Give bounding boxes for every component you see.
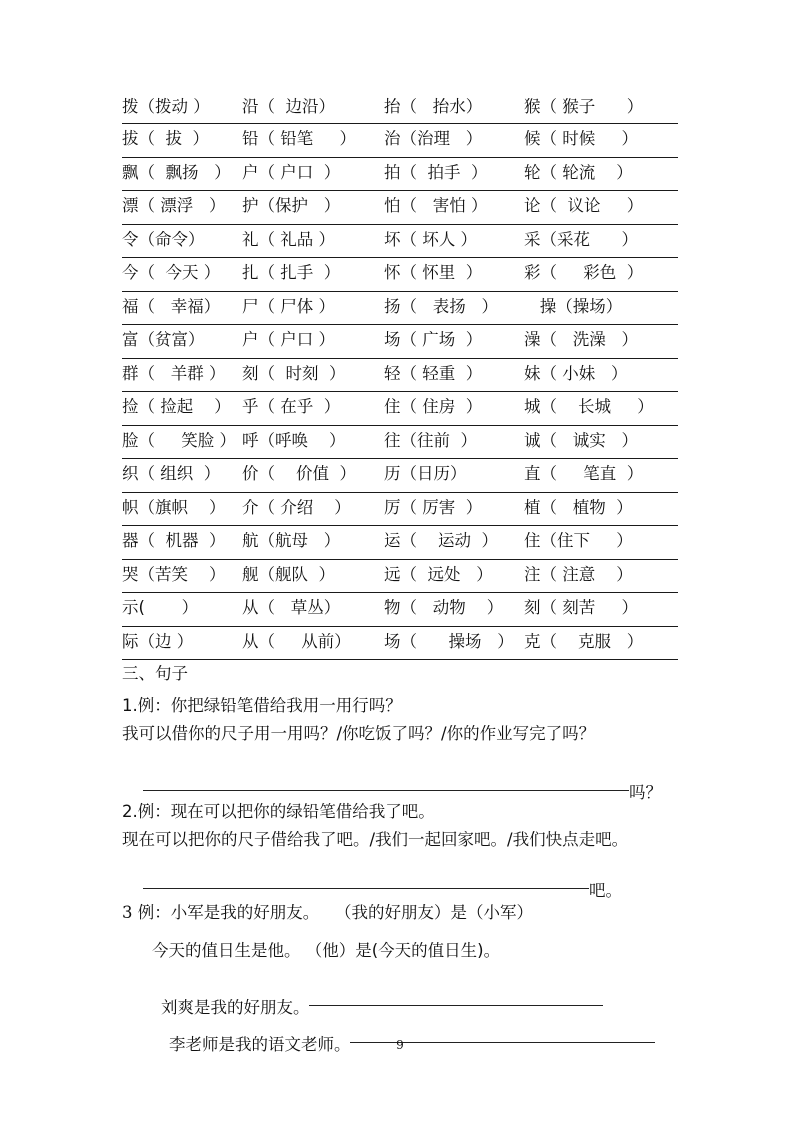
word-row <box>122 92 678 124</box>
word-cell: 诚（ 诚实 ） <box>524 430 638 450</box>
q3-item-1-text: 刘爽是我的好朋友。 <box>160 998 310 1017</box>
q3-sample: 今天的值日生是他。 （他）是(今天的值日生)。 <box>152 941 501 960</box>
word-cell: 航（航母 ） <box>242 531 341 550</box>
word-row <box>122 459 678 493</box>
word-cell: 漂（ 漂浮 ） <box>122 196 226 215</box>
word-cell: 坏（ 坏人 ） <box>384 229 477 249</box>
word-row <box>122 627 678 661</box>
word-cell: 刻（ 时刻 ） <box>242 363 346 383</box>
word-cell: 住（ 住房 ） <box>384 397 483 416</box>
word-cell: 彩（ 彩色 ） <box>524 263 644 282</box>
word-cell: 物（ 动物 ） <box>384 598 504 617</box>
word-row <box>122 325 678 359</box>
word-row <box>122 191 678 225</box>
word-cell: 场（ 广场 ） <box>384 330 483 349</box>
word-cell: 克（ 克服 ） <box>524 631 644 651</box>
word-row <box>122 426 678 460</box>
q2-blank[interactable] <box>143 888 589 889</box>
word-row <box>122 225 678 259</box>
word-cell: 令（命令） <box>122 229 205 249</box>
word-cell: 采（采花 ） <box>524 229 638 249</box>
word-cell: 沿（ 边沿） <box>242 97 335 116</box>
word-cell: 拨（拨动 ） <box>122 97 210 116</box>
word-cell: 拍（ 拍手 ） <box>384 162 488 182</box>
word-cell: 脸（ 笑脸 ） <box>122 430 236 450</box>
word-cell: 怕（ 害怕 ） <box>384 196 488 215</box>
word-row <box>122 158 678 192</box>
word-row <box>122 258 678 292</box>
word-cell: 户（ 户口 ） <box>242 330 335 349</box>
q2-suffix: 吧。 <box>588 881 622 900</box>
word-row <box>122 560 678 594</box>
word-cell: 舰（舰队 ） <box>242 564 335 584</box>
word-cell: 示( ） <box>122 598 199 617</box>
word-cell: 帜（旗帜 ） <box>122 497 226 517</box>
word-cell: 捡（ 捡起 ） <box>122 397 231 416</box>
q1-example: 1.例：你把绿铅笔借给我用一用行吗？ <box>122 696 402 715</box>
q3-item-2-text: 李老师是我的语文老师。 <box>168 1035 351 1054</box>
word-cell: 澡（ 洗澡 ） <box>524 330 638 349</box>
q2-prompt: 现在可以把你的尺子借给我了吧。/我们一起回家吧。/我们快点走吧。 <box>122 830 629 849</box>
word-row <box>122 493 678 527</box>
word-cell: 际（边 ） <box>122 631 194 651</box>
word-cell: 从（ 从前） <box>242 631 351 651</box>
word-cell: 抬（ 抬水） <box>384 97 483 116</box>
word-cell: 呼（呼唤 ） <box>242 430 346 450</box>
word-cell: 候（ 时候 ） <box>524 129 638 148</box>
word-cell: 远（ 远处 ） <box>384 564 493 584</box>
word-cell: 怀（ 怀里 ） <box>384 263 483 282</box>
word-cell: 猴（ 猴子 ） <box>524 97 644 116</box>
word-cell: 从（ 草丛） <box>242 598 341 617</box>
word-cell: 织（ 组织 ） <box>122 464 221 483</box>
word-row <box>122 359 678 393</box>
word-cell: 场（ 操场 ） <box>384 631 514 651</box>
q1-blank[interactable] <box>143 790 629 791</box>
word-row <box>122 292 678 326</box>
word-pair-table <box>122 92 678 660</box>
word-cell: 治（治理 ） <box>384 129 483 148</box>
word-cell: 妹（ 小妹 ） <box>524 363 628 383</box>
word-cell: 介（ 介绍 ） <box>242 497 351 517</box>
word-cell: 哭（苦笑 ） <box>122 564 226 584</box>
q2-example: 2.例：现在可以把你的绿铅笔借给我了吧。 <box>122 802 435 821</box>
word-cell: 扬（ 表扬 ） <box>384 296 498 316</box>
word-cell: 户（ 户口 ） <box>242 162 341 182</box>
word-cell: 礼（ 礼品 ） <box>242 229 335 249</box>
word-cell: 拔（ 拔 ） <box>122 129 209 148</box>
word-cell: 扎（ 扎手 ） <box>242 263 341 282</box>
word-cell: 轮（ 轮流 ） <box>524 162 633 182</box>
word-cell: 护（保护 ） <box>242 196 341 215</box>
word-row <box>122 124 678 158</box>
section-title: 三、句子 <box>122 664 188 683</box>
word-cell: 往（往前 ） <box>384 430 477 450</box>
word-cell: 轻（ 轻重 ） <box>384 363 483 383</box>
word-cell: 住（住下 ） <box>524 531 633 550</box>
word-cell: 价（ 价值 ） <box>242 464 356 483</box>
q3-example: 3 例：小军是我的好朋友。 （我的好朋友）是（小军） <box>122 903 533 922</box>
word-cell: 运（ 运动 ） <box>384 531 498 550</box>
word-cell: 乎（ 在乎 ） <box>242 397 341 416</box>
word-cell: 群（ 羊群 ） <box>122 363 226 383</box>
word-cell: 刻（ 刻苦 ） <box>524 598 638 617</box>
word-cell: 历（日历） <box>384 464 467 483</box>
word-cell: 器（ 机器 ） <box>122 531 226 550</box>
q3-item-1-blank[interactable] <box>309 1005 603 1006</box>
word-row <box>122 526 678 560</box>
word-cell: 操（操场） <box>524 296 623 316</box>
word-cell: 直（ 笔直 ） <box>524 464 644 483</box>
word-cell: 厉（ 厉害 ） <box>384 497 483 517</box>
word-cell: 富（贫富） <box>122 330 205 349</box>
page-number: 9 <box>396 1038 404 1052</box>
word-row <box>122 392 678 426</box>
word-cell: 论（ 议论 ） <box>524 196 644 215</box>
word-cell: 城（ 长城 ） <box>524 397 654 416</box>
word-cell: 铅（ 铅笔 ） <box>242 129 356 148</box>
q1-suffix: 吗？ <box>628 783 662 802</box>
q1-prompt: 我可以借你的尺子用一用吗？/你吃饭了吗？/你的作业写完了吗？ <box>122 724 596 743</box>
word-cell: 注（ 注意 ） <box>524 564 633 584</box>
word-cell: 福（ 幸福） <box>122 296 221 316</box>
word-cell: 植（ 植物 ） <box>524 497 633 517</box>
word-cell: 尸（ 尸体 ） <box>242 296 335 316</box>
word-cell: 今（ 今天 ） <box>122 263 221 282</box>
word-cell: 飘（ 飘扬 ） <box>122 162 231 182</box>
word-row <box>122 593 678 627</box>
